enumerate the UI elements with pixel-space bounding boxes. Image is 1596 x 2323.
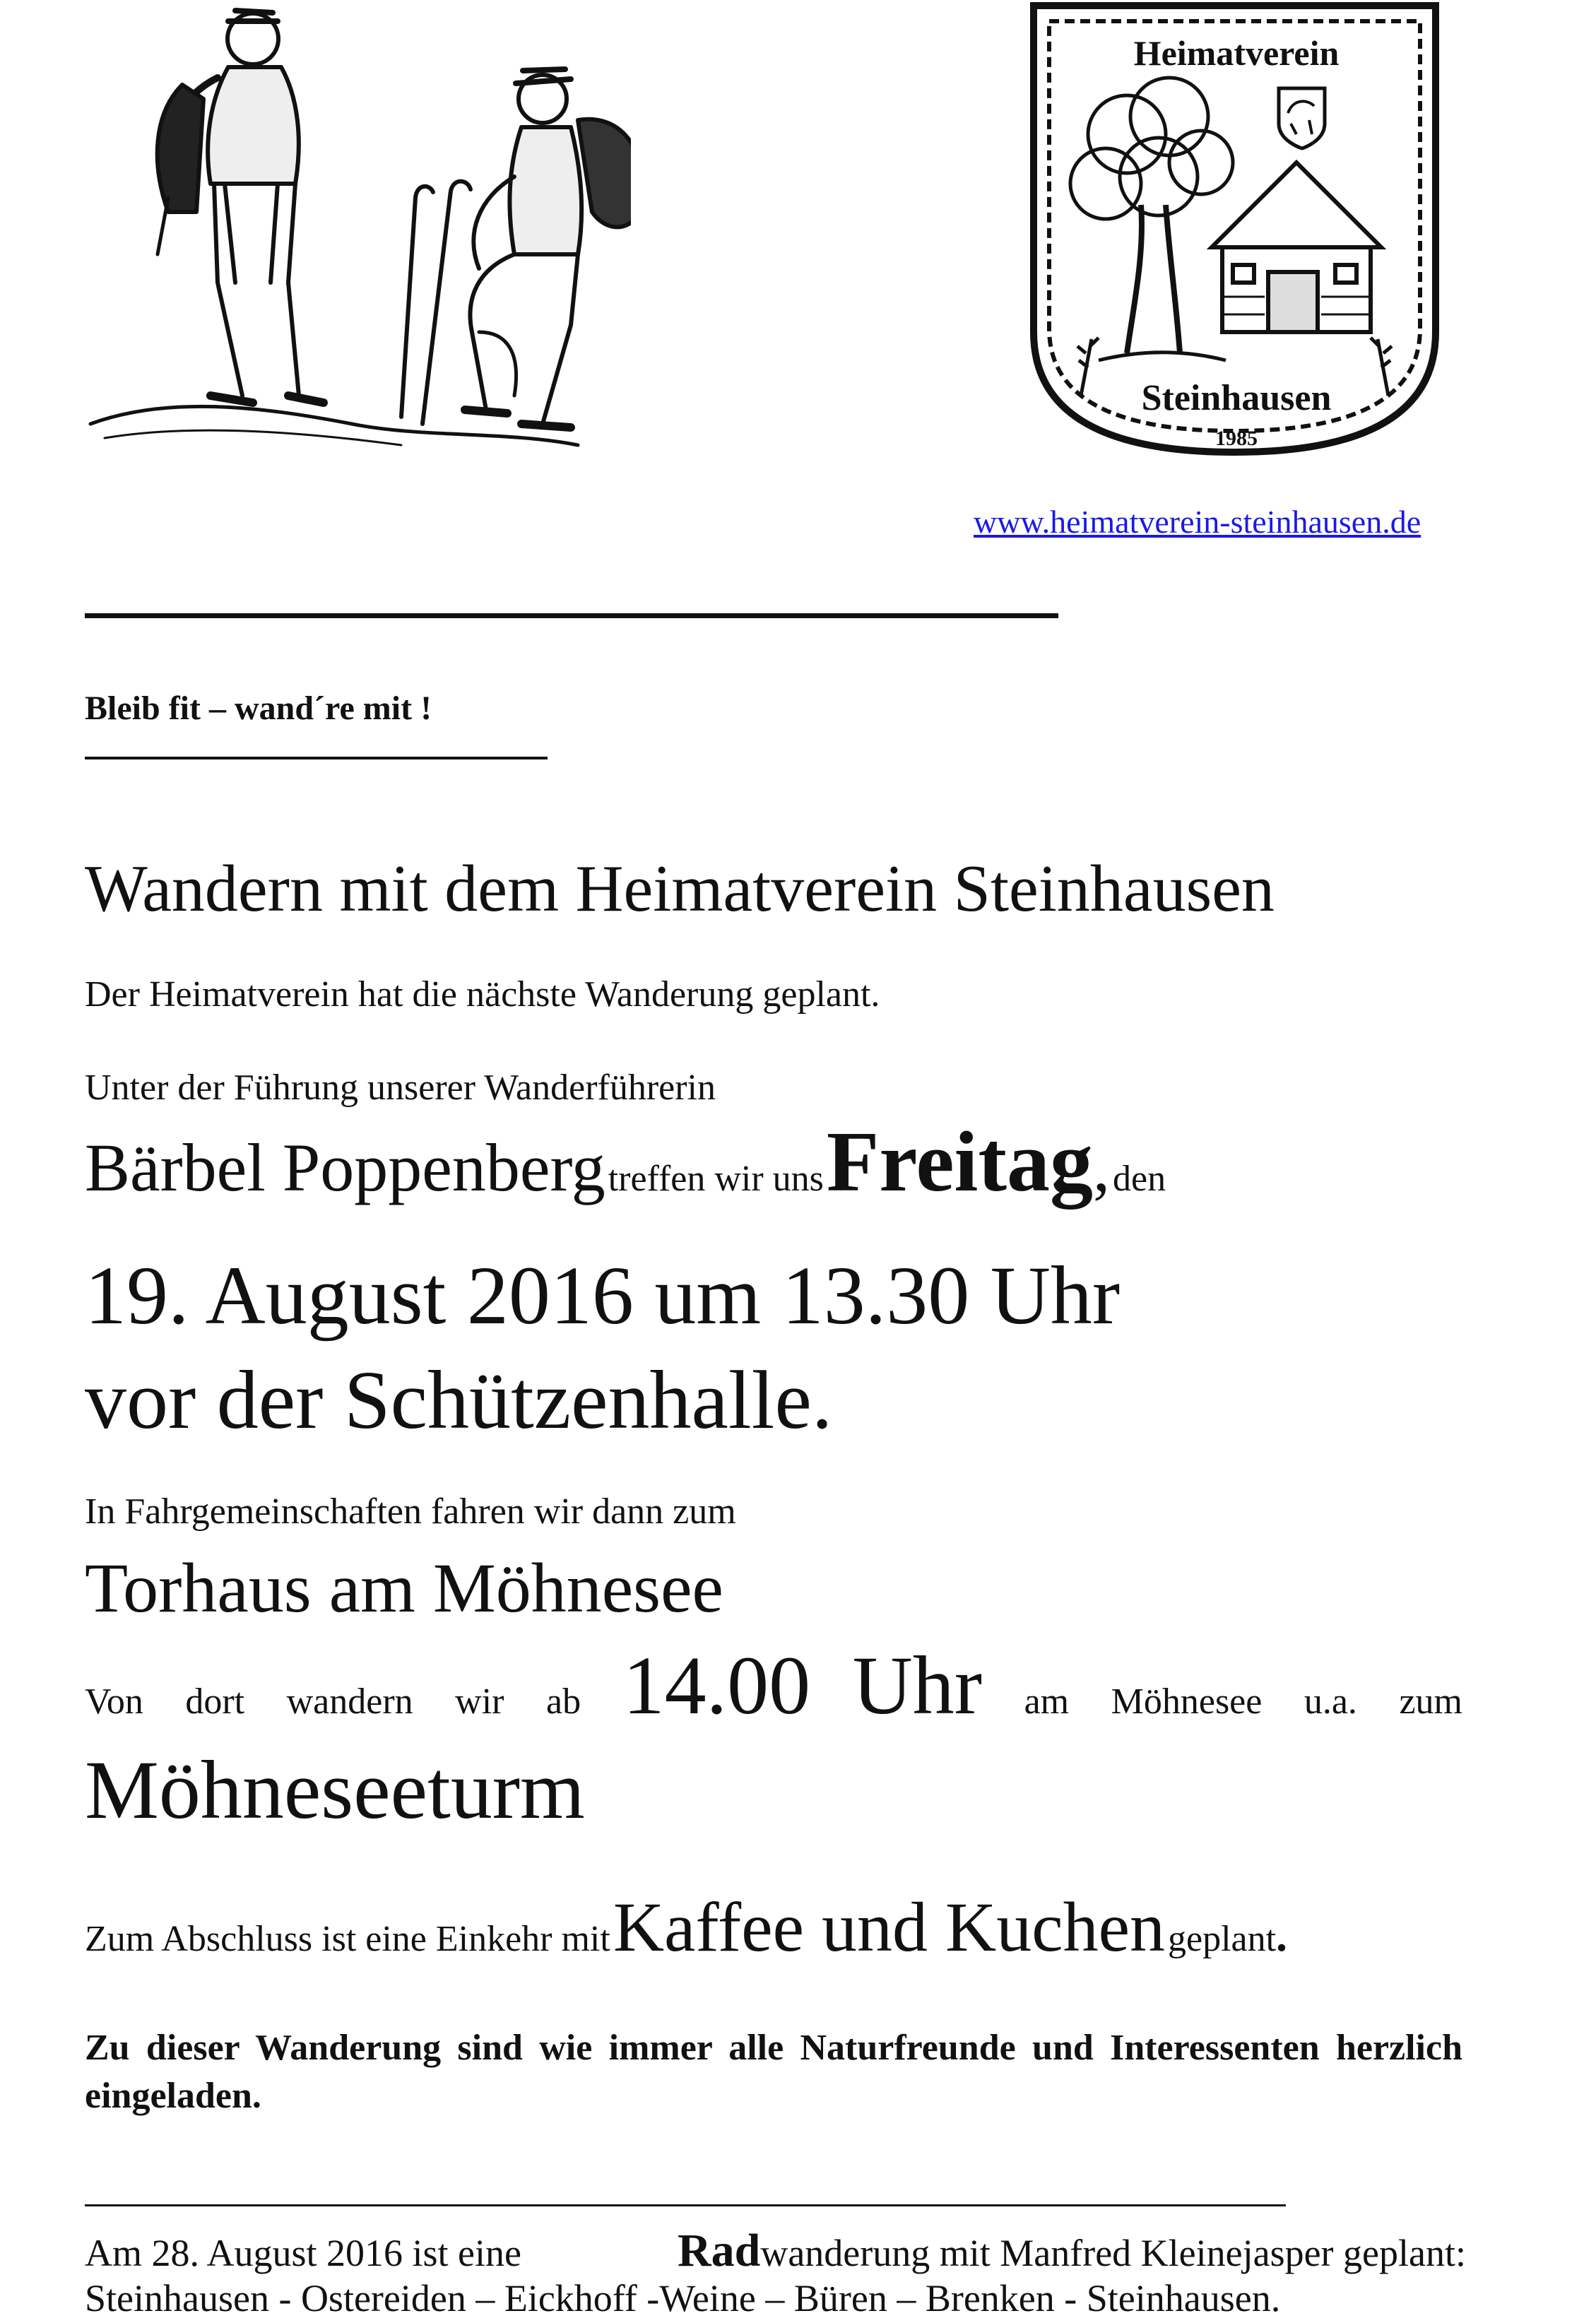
closing-line bbox=[85, 1886, 1287, 1968]
walk-time: 14.00 bbox=[622, 1639, 811, 1732]
guide-intro-text: Unter der Führung unserer Wanderführerin bbox=[85, 1068, 716, 1108]
closing-pre: Zum Abschluss ist eine Einkehr mit bbox=[85, 1919, 610, 1959]
bike-pre: Am 28. August 2016 ist eine bbox=[85, 2232, 521, 2274]
bottom-divider bbox=[85, 2204, 1286, 2206]
walk-line bbox=[85, 1638, 1462, 1734]
crest-name: Heimatverein bbox=[1133, 33, 1340, 73]
website-link[interactable]: www.heimatverein-steinhausen.de bbox=[974, 504, 1421, 540]
closing-dot: . bbox=[1276, 1910, 1288, 1961]
meeting-place: vor der Schützenhalle. bbox=[85, 1354, 833, 1446]
bike-route: Steinhausen - Ostereiden – Eickhoff -Weine – Büren – Brenken - Steinhausen. bbox=[85, 2277, 1281, 2319]
walk-word: Möhnesee bbox=[1111, 1681, 1263, 1722]
walk-word: wir bbox=[455, 1681, 504, 1722]
page-title: Wandern mit dem Heimatverein Steinhausen bbox=[85, 852, 1275, 926]
closing-post: geplant bbox=[1167, 1919, 1277, 1959]
closing-highlight: Kaffee und Kuchen bbox=[613, 1888, 1165, 1966]
destination: Torhaus am Möhnesee bbox=[85, 1549, 723, 1627]
heimatverein-crest-logo bbox=[1028, 0, 1441, 456]
walk-word: Von bbox=[85, 1681, 143, 1722]
day-comma: , bbox=[1093, 1130, 1111, 1205]
walk-uhr: Uhr bbox=[852, 1639, 983, 1732]
slogan: Bleib fit – wand´re mit ! bbox=[85, 690, 432, 727]
walk-word: zum bbox=[1399, 1681, 1462, 1722]
guide-line bbox=[85, 1113, 1166, 1212]
date-line: 19. August 2016 um 13.30 Uhr bbox=[85, 1249, 1121, 1342]
carpool-text: In Fahrgemeinschaften fahren wir dann zum bbox=[85, 1491, 736, 1532]
bike-tour-line bbox=[85, 2224, 1466, 2278]
walk-word: ab bbox=[545, 1681, 581, 1722]
walk-word: wandern bbox=[286, 1681, 413, 1722]
date-block bbox=[85, 1243, 1120, 1453]
slogan-underline bbox=[85, 757, 548, 759]
bike-bold: Rad bbox=[677, 2225, 761, 2276]
guide-name: Bärbel Poppenberg bbox=[85, 1130, 605, 1205]
bike-post: wanderung mit Manfred Kleinejasper geplant: bbox=[760, 2232, 1466, 2274]
crest-place: Steinhausen bbox=[1141, 378, 1332, 418]
tower-destination: Möhneseeturm bbox=[85, 1744, 585, 1836]
invitation-text: Zu dieser Wanderung sind wie immer alle Naturfreunde und Interessenten herzlich eingeladen. bbox=[85, 2028, 1462, 2116]
intro-text: Der Heimatverein hat die nächste Wanderung geplant. bbox=[85, 974, 880, 1015]
walk-word: dort bbox=[185, 1681, 245, 1722]
meet-text: treffen wir uns bbox=[608, 1159, 824, 1199]
top-divider bbox=[85, 613, 1058, 618]
walk-word: u.a. bbox=[1304, 1681, 1357, 1722]
day-highlight: Freitag bbox=[826, 1114, 1094, 1210]
hikers-illustration bbox=[83, 0, 631, 452]
walk-word: am bbox=[1024, 1681, 1070, 1722]
crest-year: 1985 bbox=[1215, 427, 1258, 450]
den-text: den bbox=[1113, 1159, 1166, 1199]
